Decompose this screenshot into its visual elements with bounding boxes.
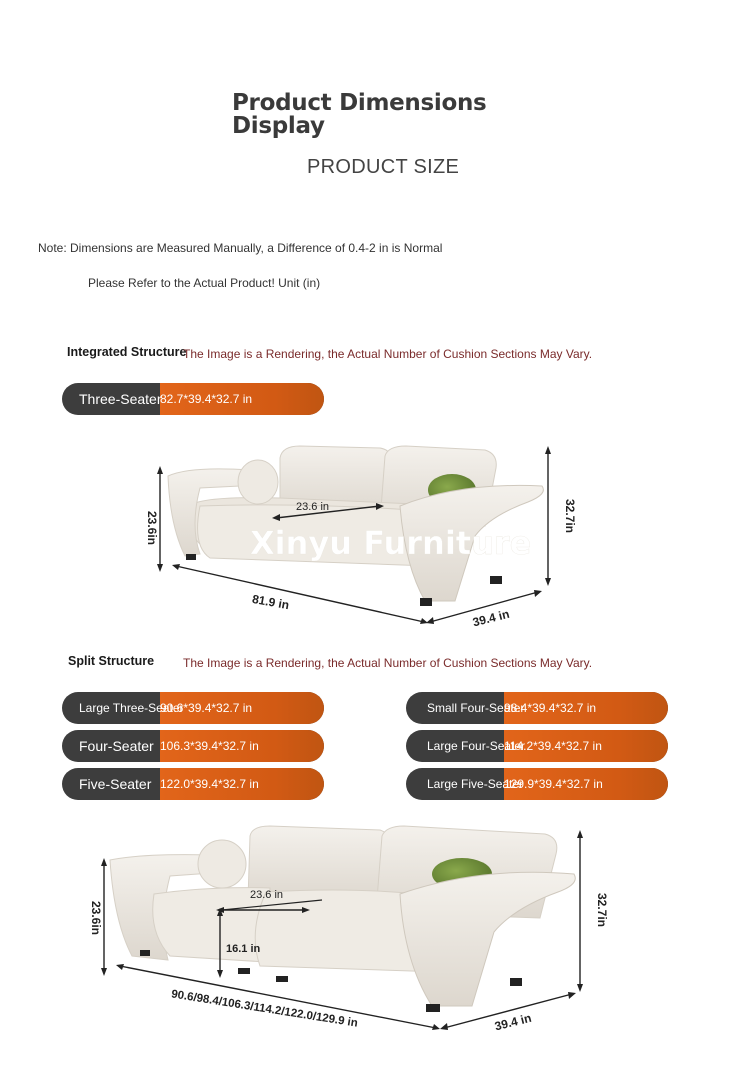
page-subtitle: PRODUCT SIZE (307, 156, 460, 178)
size-pill-large-five-seater (406, 768, 668, 800)
pillow-icon (198, 840, 246, 888)
size-pill-small-four-seater (406, 692, 668, 724)
pill-value: 90.6*39.4*32.7 in (160, 701, 253, 715)
pill-label: Large Five-Seater (427, 777, 524, 791)
pill-label: Five-Seater (79, 776, 152, 792)
split-sofa-illustration (70, 822, 630, 1044)
sofa2-seat-height-label: 16.1 in (226, 943, 261, 955)
size-pill-four-seater (62, 730, 324, 762)
brand-watermark: Xinyu Furniture (250, 524, 532, 562)
integrated-structure-label: Integrated Structure (67, 345, 187, 359)
pill-value: 82.7*39.4*32.7 in (160, 392, 253, 406)
sofa2-seat-depth-label: 23.6 in (250, 889, 284, 901)
pill-value: 122.0*39.4*32.7 in (160, 777, 259, 791)
pill-label: Small Four-Seater (427, 701, 525, 715)
page-title-line1: Product Dimensions (232, 90, 487, 116)
measurement-note: Note: Dimensions are Measured Manually, a Difference of 0.4-2 in is Normal (38, 241, 443, 255)
pillow-icon (238, 460, 278, 504)
sofa2-height-right-label: 32.7in (595, 892, 609, 928)
size-pill-large-three-seater (62, 692, 324, 724)
sofa2-depth-label: 39.4 in (493, 1010, 533, 1034)
size-pill-five-seater (62, 768, 324, 800)
sofa1-depth-label: 39.4 in (471, 606, 511, 630)
pill-label: Large Four-Seater (427, 739, 526, 753)
integrated-sofa-illustration (130, 436, 590, 632)
pill-value: 106.3*39.4*32.7 in (160, 739, 259, 753)
sofa1-seat-depth-label: 23.6 in (296, 501, 330, 513)
unit-note: Please Refer to the Actual Product! Unit (in) (88, 276, 321, 290)
sofa2-height-left-label: 23.6in (89, 900, 103, 936)
pill-label: Three-Seater (79, 391, 162, 407)
integrated-render-note: The Image is a Rendering, the Actual Number of Cushion Sections May Vary. (183, 347, 593, 361)
pill-label: Four-Seater (79, 738, 154, 754)
sofa1-height-left-label: 23.6in (145, 510, 159, 546)
page-title-line2: Display (232, 113, 325, 139)
pill-value: 114.2*39.4*32.7 in (504, 739, 602, 753)
size-pill-three-seater (62, 383, 324, 415)
pill-value: 129.9*39.4*32.7 in (504, 777, 603, 791)
split-render-note: The Image is a Rendering, the Actual Number of Cushion Sections May Vary. (183, 656, 593, 670)
pill-value: 98.4*39.4*32.7 in (504, 701, 597, 715)
pill-label: Large Three-Seater (79, 701, 184, 715)
sofa2-width-label: 90.6/98.4/106.3/114.2/122.0/129.9 in (170, 988, 359, 1030)
page-title (232, 92, 532, 138)
sofa1-height-right-label: 32.7in (563, 498, 577, 534)
size-pill-large-four-seater (406, 730, 668, 762)
sofa1-width-label: 81.9 in (251, 591, 291, 613)
split-structure-label: Split Structure (68, 654, 155, 668)
